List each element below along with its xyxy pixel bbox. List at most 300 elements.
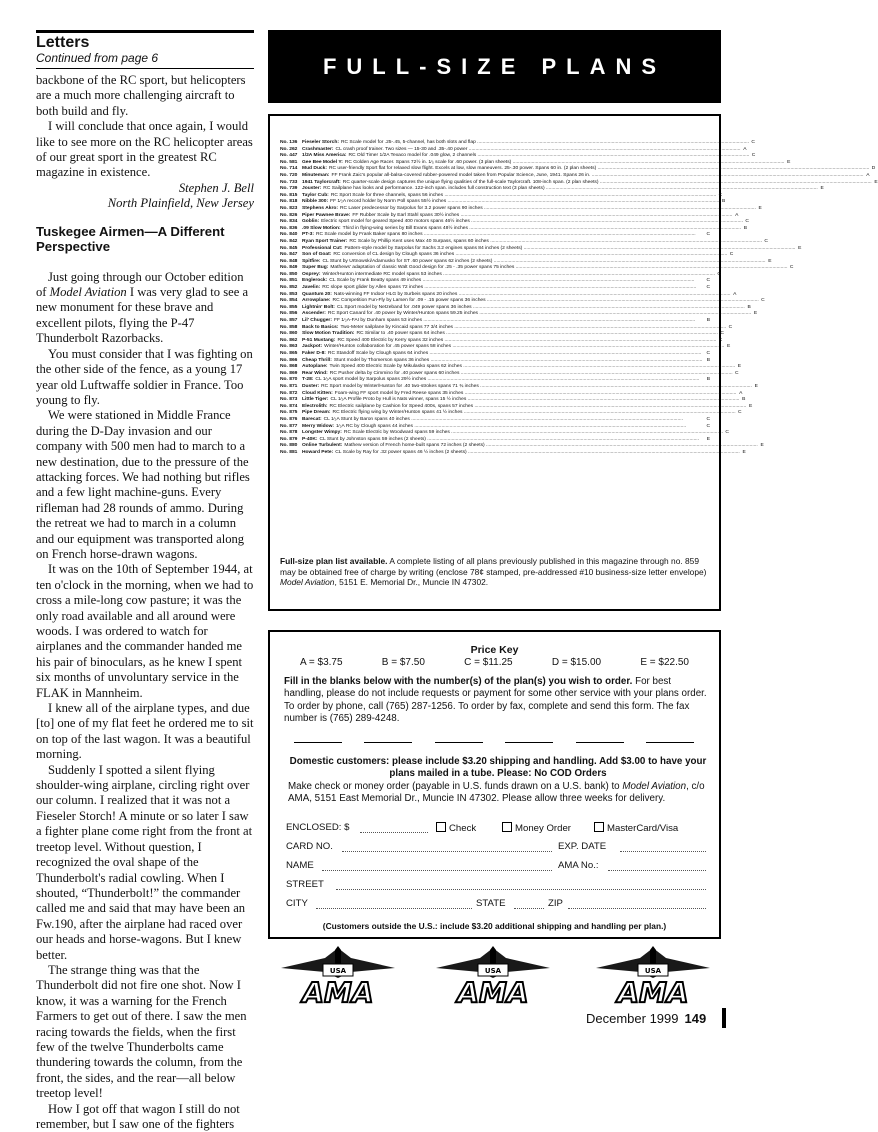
plan-price-code: E (758, 205, 762, 211)
plans-list-box (268, 114, 878, 611)
plan-number: No. 869 (280, 370, 298, 376)
plan-name: 1941 Taylorcraft: (302, 179, 341, 185)
street-label: STREET (286, 879, 324, 890)
plan-price-code: E (726, 344, 731, 350)
plan-number-field[interactable] (435, 736, 483, 743)
city-row (286, 898, 706, 917)
plan-name: Piper Pawnee Brave: (302, 212, 351, 218)
plan-description: Foam-wing FF sport model by Fred Reese spans 35 inches ........................................................................................................................................................................................................ (334, 390, 737, 396)
plan-name: Cheap Thrill: (302, 357, 332, 363)
plan-price-code: E (748, 403, 753, 409)
plan-number: No. 868 (280, 364, 298, 370)
plan-name: Back to Basics: (302, 324, 339, 330)
plan-name: Super Bug: (302, 265, 329, 271)
plan-name: 1/2A Miss America: (302, 153, 347, 159)
plan-name: Slow Motion Tradition: (302, 331, 355, 337)
full-size-magazine: Model Aviation (280, 577, 335, 588)
plan-price-code: E (754, 383, 758, 389)
plan-row (280, 351, 710, 358)
plan-price-code: C (706, 232, 710, 238)
logo-country: USA (484, 967, 502, 975)
payment-text: Make check or money order (payable in U.S. funds drawn on a U.S. bank) to (288, 780, 623, 792)
plan-price-code: A (735, 212, 739, 218)
plan-description: CL Scale by Ray for .32 power spans 46 ½ inches (2 sheets) ........................................................................................................................................................................................................ (335, 449, 740, 455)
plan-number: No. 856 (280, 311, 298, 317)
plan-row (280, 140, 755, 147)
plan-number-field[interactable] (294, 736, 342, 743)
ama-no-field[interactable] (608, 870, 706, 871)
plan-name: Online Turbulent: (302, 443, 343, 449)
plan-row (280, 186, 824, 193)
plan-description: RC user-friendly Sport flat for relaxed slow flight. Excels at low, slow maneuvers. 25-.30 power. Spans 60 in. (2 plan sheets) ........................................................................................................................................................................................................ (329, 166, 870, 172)
plan-description: FF Frank Zaic's popular all-balsa-covered rubber-powered model taken from Popular Science, June, 1941. Spans 26 in. ........................................................................................................................................................................................................ (331, 172, 864, 178)
plan-price-code: E (753, 311, 758, 317)
plan-price-code: A (866, 172, 870, 178)
plan-price-code: C (718, 337, 723, 343)
plan-name: Osprey: (302, 271, 321, 277)
plan-price-code: C (720, 331, 724, 337)
article-paragraph: You must consider that I was fighting on the other side of the fence, as a young 17 year old Luftwaffe soldier in France. Too young to fly. (36, 346, 253, 407)
name-label: NAME (286, 860, 314, 871)
plan-row (280, 172, 870, 180)
check-option[interactable] (436, 822, 476, 834)
plan-row (280, 166, 876, 173)
letters-column (36, 30, 254, 1131)
plan-description: CL Sport model by Netzeband for .049 power spans 36 inches ........................................................................................................................................................................................................ (336, 304, 745, 310)
plan-description: RC Electric flying wing by Winter/Hunton spans 41 ½ inches ........................................................................................................................................................................................................ (332, 410, 736, 416)
plan-description: FF 1⁄₂A-FAI by Dunham spans 53 inches ........................................................................................................................................................................................................ (333, 318, 696, 324)
plan-name: Ryan Sport Trainer: (302, 238, 348, 244)
article-paragraph: Suddenly I spotted a silent flying shoulder-wing airplane, circling right over our column. I realized that it was not a Fieseler Storch! A minute or so later I saw a fighter plane come right from the front at treetop level. Without question, I recognized the oval shape of the Thunderbolt's radial cowling. When I shouted, “Thunderbolt!” the commander called me and said that may have been an Fw.190, after the airplane had raced over our heads and horse-wagons. But I knew better. (36, 762, 253, 962)
plan-description: CL 1⁄₂A Stunt by Baron spans 40 inches ........................................................................................................................................................................................................ (323, 416, 683, 422)
payment-magazine: Model Aviation (622, 780, 687, 792)
plan-number: No. 823 (280, 205, 298, 211)
order-form-fields (286, 822, 706, 917)
plan-name: Son of Goat: (302, 252, 332, 258)
plan-number: No. 849 (280, 265, 298, 271)
plan-description: RC Scale Electric by Woodward spans 59 inches ........................................................................................................................................................................................................ (343, 430, 723, 436)
order-instructions-bold: Fill in the blanks below with the number(s) of the plan(s) you wish to order. (284, 676, 633, 687)
plan-number: No. 874 (280, 403, 298, 409)
plan-number: No. 863 (280, 344, 298, 350)
plan-price-code: E (798, 245, 802, 251)
plan-price-code: E (706, 436, 710, 442)
plan-number-field[interactable] (646, 736, 694, 743)
plan-price-code: B (706, 318, 710, 324)
letters-title: Letters (36, 34, 90, 51)
plan-description: FF 1⁄₂A record holder by Norm Poll spans 55½ inches ........................................................................................................................................................................................................ (330, 199, 720, 205)
price-e: E = $22.50 (640, 657, 689, 668)
price-a: A = $3.75 (300, 657, 343, 668)
signature-place: North Plainfield, New Jersey (107, 196, 254, 211)
plan-number: No. 871 (280, 383, 298, 389)
full-size-plans-banner: FULL-SIZE PLANS (268, 30, 721, 103)
plan-row (280, 318, 710, 325)
plan-name: Jackpot: (302, 344, 323, 350)
state-label: STATE (476, 898, 506, 909)
money-order-option[interactable] (502, 822, 571, 834)
plan-description: RC Speed 400 Electric by Kerry spans 32 inches ........................................................................................................................................................................................................ (337, 337, 717, 343)
plan-row (280, 344, 731, 351)
plan-name: PT-3: (302, 232, 314, 238)
plan-price-code: E (737, 364, 742, 370)
plan-number: No. 873 (280, 397, 298, 403)
plan-row (280, 153, 756, 160)
plan-name: Professional Cut: (302, 245, 343, 251)
plan-name: .09 Slow Motion: (302, 225, 341, 231)
plan-description: Mathew version of French home-built spans 72 inches (2 sheets) ........................................................................................................................................................................................................ (344, 443, 758, 449)
plan-description: Nats-winning FF Indoor HLG by Surbeis spans 20 inches ........................................................................................................................................................................................................ (333, 291, 731, 297)
ama-logo (434, 946, 552, 1009)
plan-number-field[interactable] (364, 736, 412, 743)
footer-rule (722, 1008, 726, 1028)
plan-price-code: B (706, 357, 710, 363)
plan-name: Jouster: (302, 186, 322, 192)
plan-name: Lightnin' Bolt: (302, 304, 335, 310)
plan-number: No. 850 (280, 271, 298, 277)
plan-name: Cloud Kitten: (302, 390, 333, 396)
plan-price-code: E (820, 186, 824, 192)
plan-description: RC Electric sailplane by Cashion for Speed 400s, spans 57 inches ........................................................................................................................................................................................................ (329, 403, 747, 409)
money-order-label: Money Order (515, 823, 571, 834)
plan-name: Howard Pete: (302, 449, 334, 455)
plan-number: No. 739 (280, 186, 298, 192)
price-b: B = $7.50 (381, 657, 425, 668)
plan-number: No. 851 (280, 278, 298, 284)
name-field[interactable] (322, 870, 552, 871)
plan-number: No. 878 (280, 430, 298, 436)
ama-no-label: AMA No.: (558, 860, 599, 871)
page-number: 149 (684, 1011, 707, 1026)
plan-description: RC slope sport glider by Allen spans 72 inches ........................................................................................................................................................................................................ (322, 285, 697, 291)
plan-price-code: C (751, 153, 756, 159)
order-form (268, 630, 721, 939)
plan-number: No. 840 (280, 232, 298, 238)
plan-number: No. 581 (280, 159, 298, 165)
card-label: MasterCard/Visa (607, 823, 679, 834)
plan-name: Mud Duck: (302, 166, 327, 172)
exp-date-label: EXP. DATE (558, 841, 607, 852)
plan-number: No. 865 (280, 351, 298, 356)
plan-number: No. 881 (280, 449, 298, 455)
issue-date: December 1999 (586, 1011, 679, 1026)
plan-row (280, 430, 729, 437)
article-title: Tuskegee Airmen—A Different Perspective (36, 223, 225, 254)
plan-number: No. 836 (280, 225, 298, 231)
plan-number: No. 880 (280, 443, 298, 449)
plan-description: CL crash proof trainer. Two sizes — 15-30 and .35-.40 power ........................................................................................................................................................................................................ (335, 146, 741, 152)
plan-price-code: B (742, 397, 746, 403)
plan-number: No. 857 (280, 318, 298, 324)
plan-number: No. 854 (280, 298, 298, 304)
plan-name: Ascender: (302, 311, 326, 317)
enclosed-label: ENCLOSED: $ (286, 822, 350, 833)
plan-number: No. 815 (280, 192, 298, 198)
logo-country: USA (329, 967, 347, 975)
plan-row (280, 298, 765, 305)
plan-name: Crashmaster: (302, 146, 334, 152)
check-checkbox[interactable] (436, 822, 446, 832)
check-label: Check (449, 823, 477, 834)
plan-price-code: C (729, 252, 734, 258)
state-field[interactable] (514, 908, 544, 909)
price-c: C = $11.25 (464, 657, 513, 668)
plan-row (280, 410, 742, 417)
plan-number: No. 847 (280, 252, 298, 258)
plan-price-code: E (874, 179, 878, 185)
plan-name: Longster Wimpy: (302, 430, 342, 436)
plan-number: No. 720 (280, 172, 298, 178)
plan-number: No. 879 (280, 436, 298, 442)
plans-list (280, 140, 878, 457)
signature-name: Stephen J. Bell (178, 180, 254, 195)
plan-price-code: D (871, 166, 876, 172)
plan-row (280, 205, 762, 213)
plan-name: Pipe Dream: (302, 410, 331, 416)
plan-description: RC Competition Fun-Fly by Larsen for .09 - .15 power spans 36 inches ........................................................................................................................................................................................................ (332, 298, 759, 304)
plan-price-code: E (787, 159, 791, 165)
plan-price-code: C (706, 285, 710, 291)
plan-price-code: C (706, 423, 710, 429)
plan-row (280, 417, 710, 424)
card-option[interactable] (594, 822, 678, 834)
plan-number: No. 136 (280, 140, 298, 145)
exp-date-field[interactable] (620, 851, 706, 852)
plan-row (280, 449, 746, 457)
plan-description: CL 1⁄₂A Profile Proto by Hull is Nats winner, spans 15 ½ inches ........................................................................................................................................................................................................ (330, 397, 740, 403)
plan-price-code: C (751, 140, 755, 145)
plan-price-code: C (738, 410, 742, 416)
letter-paragraph: I will conclude that once again, I would like to see more on the RC helicopter areas of our great sport in the greatest RC magazine in existence. (36, 119, 253, 180)
plan-price-code: C (706, 351, 710, 356)
card-checkbox[interactable] (594, 822, 604, 832)
plan-price-code: C (728, 324, 733, 330)
plan-number: No. 875 (280, 410, 298, 416)
plan-price-code: B (706, 377, 710, 383)
plan-description: RC Sailplane has looks and performance. 122-inch span. includes full construction text (3 plan sheets) ........................................................................................................................................................................................................ (323, 186, 818, 192)
plan-price-code: C (718, 192, 723, 198)
money-order-checkbox[interactable] (502, 822, 512, 832)
payment-instructions (288, 781, 708, 806)
order-instructions (284, 676, 709, 726)
plan-number: No. 877 (280, 423, 298, 429)
plan-name: Barecat: (302, 416, 322, 422)
plan-description: RC Standoff Scale by Clough spans 64 inches ........................................................................................................................................................................................................ (327, 351, 702, 356)
plan-description: 1⁄₂A RC by Clough spans 44 inches ........................................................................................................................................................................................................ (336, 423, 687, 429)
plan-description: Stunt model by Thomerson spans 36 inches ........................................................................................................................................................................................................ (333, 357, 703, 363)
plan-price-code: B (743, 225, 748, 231)
city-label: CITY (286, 898, 308, 909)
letters-header (36, 30, 254, 69)
plan-price-code: E (742, 449, 746, 455)
plan-description: RC Sport Canard for .40 power by Winter/Hunton spans 59.25 inches ........................................................................................................................................................................................................ (327, 311, 752, 317)
plan-description: RC Scale by Phillip Kent uses Max 40 Surpass, spans 60 inches ........................................................................................................................................................................................................ (349, 238, 762, 244)
plan-number-field[interactable] (576, 736, 624, 743)
plan-name: Fieseler Storch: (302, 140, 339, 145)
plan-number: No. 848 (280, 258, 298, 264)
full-size-list-note (280, 556, 710, 588)
plan-description: CL 1⁄₂A sport model by Sarpolus spans 29½ inches ........................................................................................................................................................................................................ (315, 377, 700, 383)
plan-name: Merry Widow: (302, 423, 335, 429)
article-paragraph: I knew all of the airplane types, and due [to] one of my flat feet he ordered me to sit on top of the last wagon. It was a beautiful morning. (36, 701, 254, 762)
price-key (300, 657, 689, 668)
plan-description: RC conversion of CL design by Clough spans 36 inches ........................................................................................................................................................................................................ (333, 252, 728, 258)
plan-number-field[interactable] (505, 736, 553, 743)
plan-number: No. 733 (280, 179, 298, 185)
plan-row (280, 331, 724, 338)
plan-row (280, 232, 710, 239)
plan-number: No. 853 (280, 291, 298, 297)
plan-name: Faker D-8: (302, 351, 326, 356)
ama-logo (279, 946, 397, 1009)
plan-number: No. 872 (280, 390, 298, 396)
card-row (286, 841, 706, 860)
plan-name: Gee Bee Model Y: (302, 159, 343, 165)
plan-description: RC Pusher delta by Cimmino for .40 power spans 60 inches ........................................................................................................................................................................................................ (329, 370, 733, 376)
name-row (286, 860, 706, 879)
plan-description: Two-Meter sailplane by Kincaid spans 77 3/4 inches ........................................................................................................................................................................................................ (340, 324, 727, 330)
plan-description: RC Sport Scale for three channels, spans 56 inches ........................................................................................................................................................................................................ (330, 192, 717, 198)
plan-row (280, 265, 794, 272)
plan-price-code: E (768, 258, 772, 264)
zip-label: ZIP (548, 898, 563, 909)
plan-name: Javelin: (302, 285, 321, 291)
plan-number: No. 262 (280, 146, 298, 152)
street-field[interactable] (336, 889, 706, 890)
plan-row (280, 219, 749, 226)
plan-description: RC Laser predecessor by Sarpolus for 3.2 power spans 90 inches ........................................................................................................................................................................................................ (339, 205, 756, 211)
plan-row (280, 364, 742, 371)
plan-row (280, 252, 734, 259)
plan-row (280, 199, 726, 206)
plan-description: Pattern-style model by Sarpolus for Sachs 3.2 engines spans 84 inches (2 sheets) ........................................................................................................................................................................................................ (344, 245, 796, 251)
plan-price-code: A (739, 390, 743, 396)
plan-description: RC Similar to .40 power spans 64 inches ........................................................................................................................................................................................................ (356, 331, 718, 337)
plan-name: Duster: (302, 383, 320, 389)
plan-price-code: C (725, 430, 729, 436)
card-no-label: CARD NO. (286, 841, 333, 852)
logo-letters: AMA (617, 976, 689, 1009)
plan-name: Arrowplane: (302, 298, 331, 304)
continued-note: Continued from page 6 (36, 51, 254, 69)
payment-address: , c/o AMA, 5151 East Memorial Dr., Muncie IN 47302. Please allow three weeks for delivery. (288, 780, 705, 805)
plan-name: Taylor Cub: (302, 192, 329, 198)
plan-description: RC Old Timer 1/2A Texaco model for .049 glow, 2 channels ........................................................................................................................................................................................................ (348, 153, 750, 159)
plan-price-code: C (735, 370, 739, 376)
plan-name: Lil' Chugger: (302, 318, 332, 324)
price-d: D = $15.00 (551, 657, 602, 668)
article-paragraph: It was on the 10th of September 1944, at ten o'clock in the morning, when we had to cross a mile-long cow pasture; it was the only road available and all around were woods. I was ordered to watch for airplanes and the commander handed me his pair of binoculars, as he knew I spent six months of unvoluntary service in the FLAK in Mannheim. (36, 562, 254, 700)
plan-number: No. 862 (280, 337, 298, 343)
plan-name: Goblin: (302, 219, 320, 225)
plan-name: Rear Wind: (302, 370, 328, 376)
plan-number: No. 818 (280, 199, 298, 205)
plan-number: No. 826 (280, 212, 298, 218)
plan-row (280, 383, 758, 391)
plan-price-code: C (706, 278, 710, 284)
plan-price-code: C (745, 219, 749, 225)
plan-name: Minuteman: (302, 172, 330, 178)
plan-number: No. 834 (280, 219, 298, 225)
plan-row (280, 377, 710, 384)
ama-logo (594, 946, 712, 1009)
page-footer (586, 1011, 706, 1026)
plan-price-code: E (760, 443, 764, 449)
plan-row (280, 238, 768, 246)
article-paragraph: The strange thing was that the Thunderbolt did not fire one shot. Now I know, it was a warning for the French Farmers to get out of there. I saw the men racing towards the fields, when the first few of the twelve Thunderbolts came thundering towards the column, from the front, the sides, and the rear—all below treetop level! (36, 962, 247, 1101)
card-no-field[interactable] (342, 851, 552, 852)
plan-price-code: C (717, 271, 721, 277)
plan-number: No. 870 (280, 377, 298, 383)
plan-name: Stephens Akro: (302, 205, 338, 211)
article-paragraph-1: Just going through our October edition of Model Aviation I was very glad to see a new monument for these brave and excellent pilots, flying the P-47 Thunderbolt Razorbacks. (36, 269, 249, 346)
plan-row (280, 397, 746, 404)
plan-number: No. 855 (280, 304, 298, 310)
enclosed-row (286, 822, 706, 841)
plan-name: Autoplane: (302, 364, 328, 370)
plan-description: CL Stunt by Urtnowski/Adamusko for ST .60 power spans 62 inches (2 sheets) ........................................................................................................................................................................................................ (322, 258, 766, 264)
city-field[interactable] (316, 908, 472, 909)
plan-number: No. 876 (280, 416, 298, 422)
plan-name: Nibble 300: (302, 199, 329, 205)
plan-description: Winter/Hunton intermediate RC model spans 53 inches ........................................................................................................................................................................................................ (322, 271, 715, 277)
article-paragraph: We were stationed in Middle France during the D-Day invasion and our company with 500 men had to march to a new destination, due to the pressure of the attacking forces. We had nothing but rifles and a few light machine-guns. Every rifleman had 28 rounds of ammo. During the retreat we had to march in a column and our equipment was transported along on French horse-drawn wagons. (36, 408, 250, 561)
plan-price-code: C (789, 265, 794, 271)
plan-name: Englerock: (302, 278, 328, 284)
full-size-address: , 5151 E. Memorial Dr., Muncie IN 47302. (334, 577, 489, 588)
plan-description: RC quarter-scale design captures the unique flying qualities of the full-scale Taylorcraft. 108-inch span. (2 plan sheets) ........................................................................................................................................................................................................ (342, 179, 872, 185)
plan-description: Electric sport model for geared Speed 400 motors spans 46½ inches ........................................................................................................................................................................................................ (321, 219, 743, 225)
logo-country: USA (644, 967, 662, 975)
plan-name: Spitfire: (302, 258, 321, 264)
plan-price-code: B (722, 199, 726, 205)
plan-description: Mathews' adaptation of classic Walt Good design for .25 - .35 power spans 75 inches ........................................................................................................................................................................................................ (330, 265, 788, 271)
price-key-title: Price Key (470, 644, 519, 656)
zip-field[interactable] (568, 908, 706, 909)
enclosed-amount-field[interactable] (360, 832, 428, 833)
letter-paragraph: backbone of the RC sport, but helicopters are a much more challenging aircraft to both build and fly. (36, 73, 246, 118)
article-paragraph: How I got off that wagon I still do not remember, but I saw one of the fighters (36, 1101, 240, 1131)
plan-price-code: A (733, 291, 737, 297)
plan-name: Little Tiger: (302, 397, 329, 403)
plan-row (280, 443, 764, 450)
plan-description: CL Stunt by Johnston spans 59 inches (2 sheets) ........................................................................................................................................................................................................ (319, 436, 700, 442)
plan-description: Winter/Hunton collaboration for .45 power spans 58 inches ........................................................................................................................................................................................................ (324, 344, 725, 350)
plan-name: Electrolith: (302, 403, 328, 409)
plan-description: CL Scale by Frank Beatty spans 49 inches ........................................................................................................................................................................................................ (329, 278, 695, 284)
international-note: (Customers outside the U.S.: include $3.20 additional shipping and handling per plan.) (322, 921, 667, 931)
plan-number: No. 852 (280, 285, 298, 291)
plan-number: No. 842 (280, 238, 298, 244)
plan-number: No. 447 (280, 153, 298, 159)
plan-description: Third in flying-wing series by Bill Evans spans 48½ inches ........................................................................................................................................................................................................ (342, 225, 742, 231)
street-row (286, 879, 706, 898)
plan-description: Twin Speed 400 Electric Scale by Mikulasko spans 62 inches ........................................................................................................................................................................................................ (329, 364, 736, 370)
plan-price-code: C (764, 238, 768, 244)
plan-price-code: A (743, 146, 747, 152)
plan-number: No. 866 (280, 357, 298, 363)
full-size-lead: Full-size plan list available. (280, 556, 388, 566)
plan-name: T-28: (302, 377, 314, 383)
plan-description: RC Scale model by Frank Baker spans 80 inches ........................................................................................................................................................................................................ (315, 232, 696, 238)
order-instructions-text: For best handling, please do not include requests or payment for some other service with your plans order. To order by phone, call (765) 287-1256. To order by fax, complete and send this form. The fax number is (765) 289-4248. (284, 676, 707, 725)
plan-number: No. 714 (280, 166, 298, 172)
plan-name: P-40K: (302, 436, 318, 442)
plan-description: RC Sport model by Winter/Hunton for .40 two-strokes spans 71 ¾ inches ........................................................................................................................................................................................................ (321, 383, 752, 389)
plan-number-blanks (294, 736, 694, 743)
logo-letters: AMA (302, 976, 374, 1009)
plan-name: P-51 Mustang: (302, 337, 336, 343)
